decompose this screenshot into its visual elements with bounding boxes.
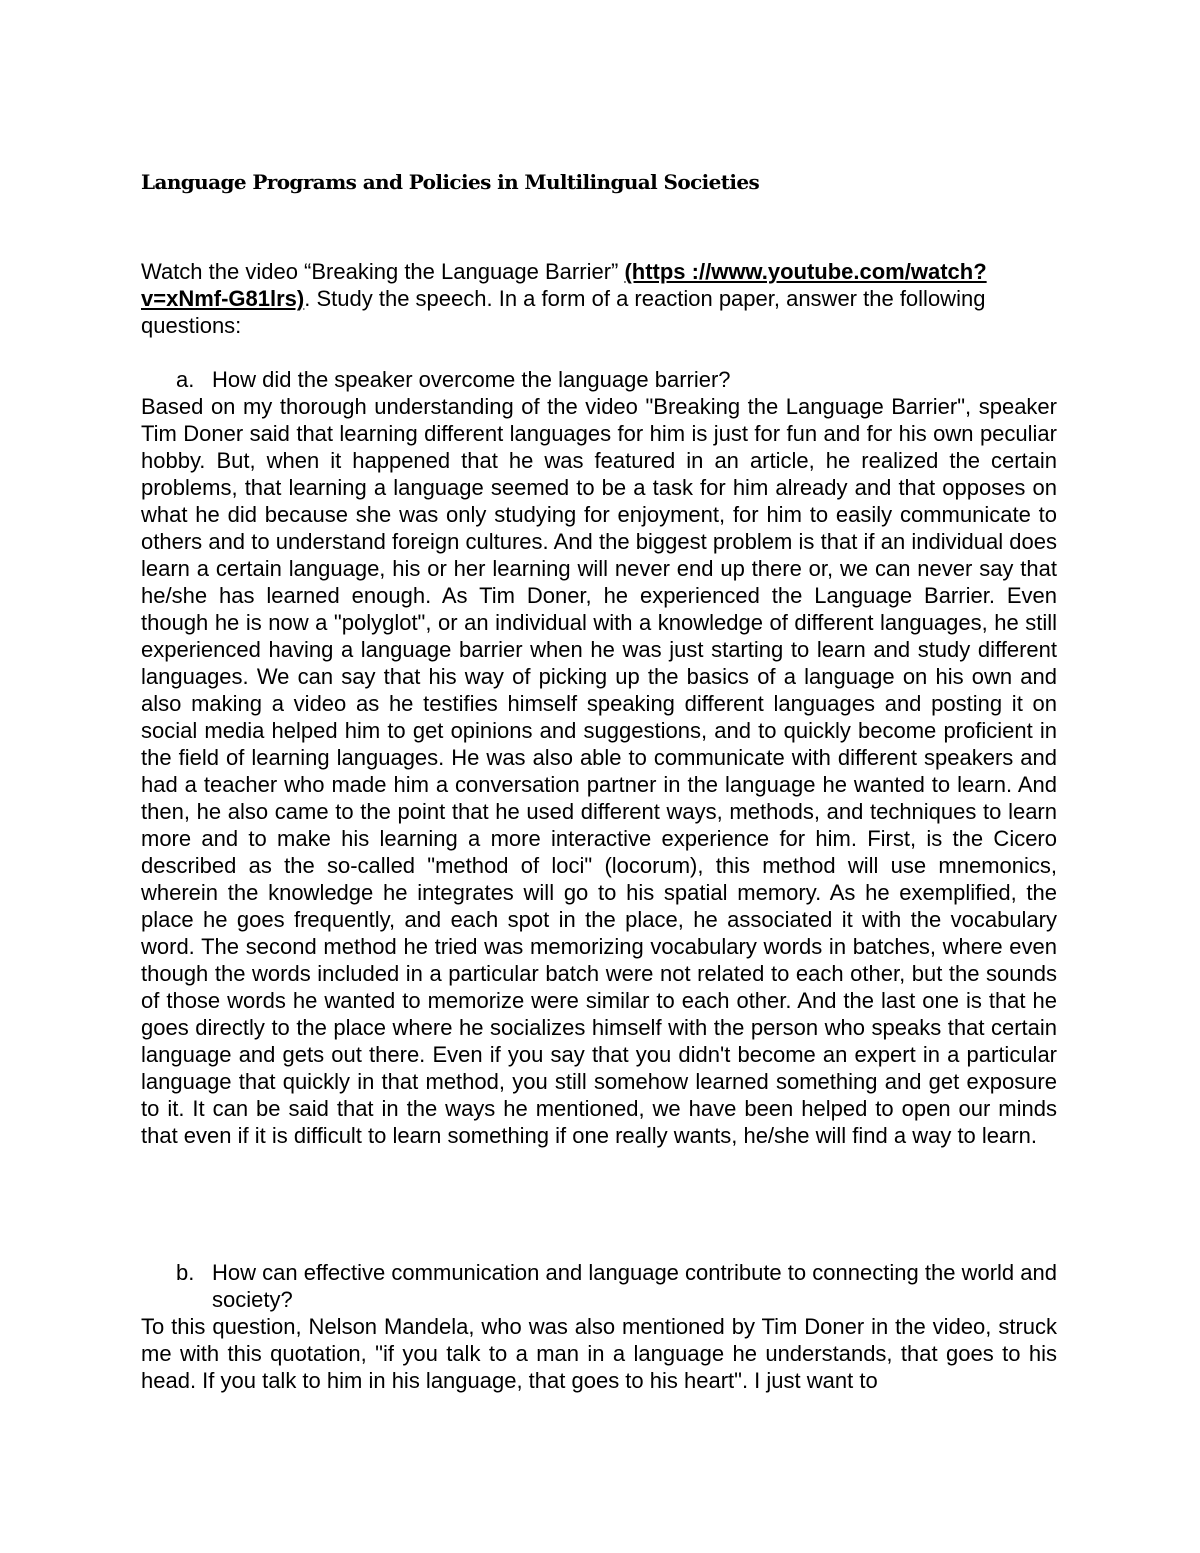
answer-a-paragraph: Based on my thorough understanding of the video "Breaking the Language Barrier", speaker Tim Doner said that learning different languages for him is just for fun and for his own peculiar hobby. But, when it happened that he was featured in an article, he realized the certain problems, that learning a language seemed to be a task for him already and that opposes on what he did because she was only studying for enjoyment, for him to easily communicate to others and to understand foreign cultures. And the biggest problem is that if an individual does learn a certain language, his or her learning will never end up there or, we can never say that he/she has learned enough. As Tim Doner, he experienced the Language Barrier. Even though he is now a "polyglot", or an individual with a knowledge of different languages, he still experienced having a language barrier when he was just starting to learn and study different languages. We can say that his way of picking up the basics of a language on his own and also making a video as he testifies himself speaking different languages and posting it on social media helped him to get opinions and suggestions, and to quickly become proficient in the field of learning languages. He was also able to communicate with different speakers and had a teacher who made him a conversation partner in the language he wanted to learn. And then, he also came to the point that he used different ways, methods, and techniques to learn more and to make his learning a more interactive experience for him. First, is the Cicero described as the so-called "method of loci" (locorum), this method will use mnemonics, wherein the knowledge he integrates will go to his spatial memory. As he exemplified, the place he goes frequently, and each spot in the place, he associated it with the vocabulary word. The second method he tried was memorizing vocabulary words in batches, where even though the words included in a particular batch were not related to each other, but the sounds of those words he wanted to memorize were similar to each other. And the last one is that he goes directly to the place where he socializes himself with the person who speaks that certain language and gets out there. Even if you say that you didn't become an expert in a particular language that quickly in that method, you still somehow learned something and get exposure to it. It can be said that in the ways he mentioned, we have been helped to open our minds that even if it is difficult to learn something if one really wants, he/she will find a way to learn. [141, 394, 1057, 1148]
video-link[interactable]: (https ://www.youtube.com/watch? v=xNmf-G81lrs) [141, 259, 987, 311]
intro-text-before-link: Watch the video “Breaking the Language Barrier” [141, 259, 625, 284]
intro-text-after-link: . Study the speech. In a form of a reaction paper, answer the following questions: [141, 286, 986, 338]
answer-b-paragraph: To this question, Nelson Mandela, who was also mentioned by Tim Doner in the video, struck me with this quotation, "if you talk to a man in a language he understands, that goes to his head. If you talk to him in his language, that goes to his heart". I just want to [141, 1314, 1057, 1393]
question-b-text: How can effective communication and language contribute to connecting the world and society? [212, 1260, 1057, 1312]
intro-paragraph [141, 258, 1057, 339]
document-title: Language Programs and Policies in Multilingual Societies [141, 170, 760, 194]
question-a-letter: a. [176, 367, 195, 392]
question-a-text: How did the speaker overcome the language barrier? [212, 367, 731, 392]
question-b-letter: b. [176, 1260, 195, 1285]
